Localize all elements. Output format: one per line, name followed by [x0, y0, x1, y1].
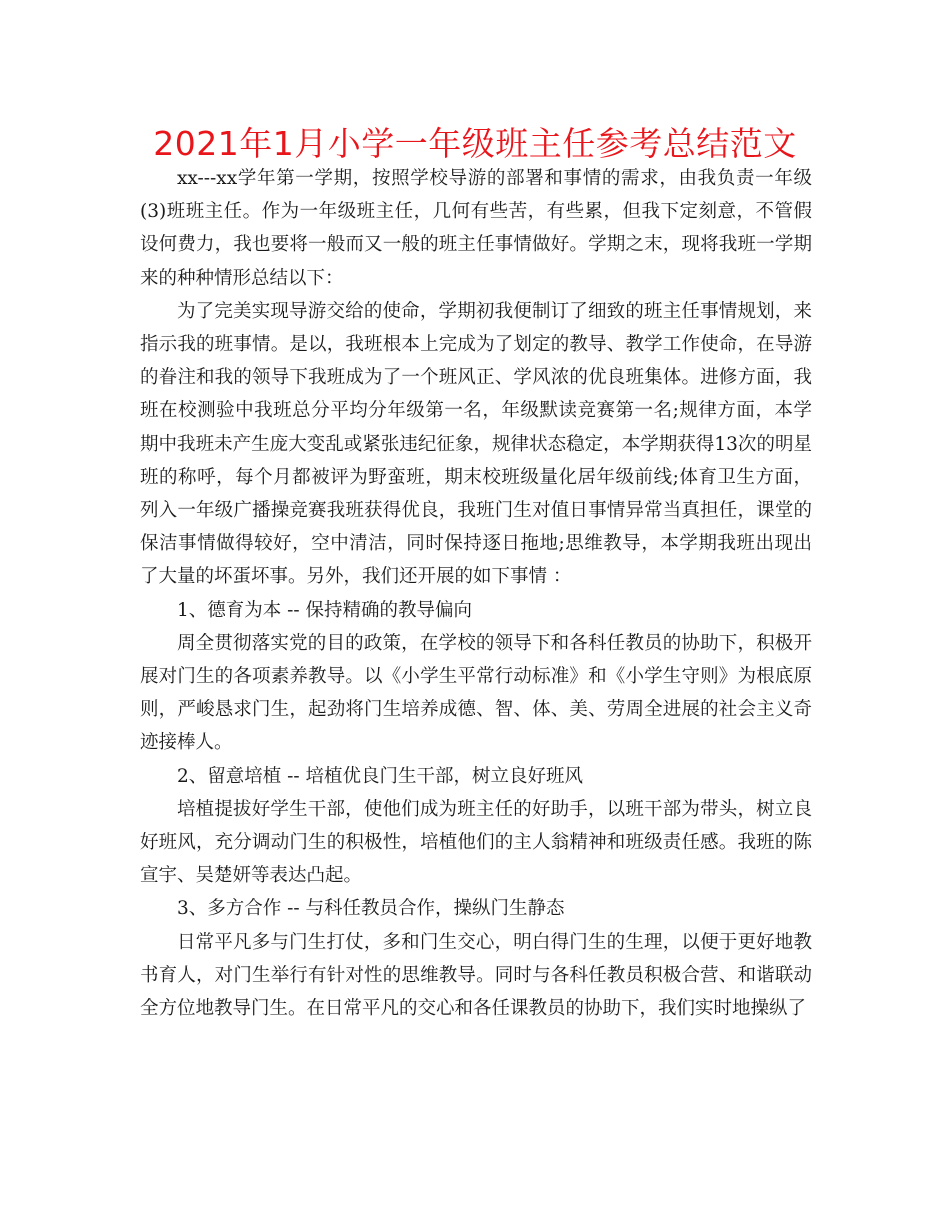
paragraph-section-2: 培植提拔好学生干部，使他们成为班主任的好助手，以班干部为带头，树立良好班风，充分调动门生的积极性，培植他们的主人翁精神和班级责任感。我班的陈宣宇、吴楚妍等表达凸起。 [140, 798, 812, 887]
document-title: 2021年1月小学一年级班主任参考总结范文 [153, 124, 797, 163]
paragraph-overview: 为了完美实现导游交给的使命，学期初我便制订了细致的班主任事情规划，来指示我的班事情。是以，我班根本上完成为了划定的教导、教学工作使命，在导游的眷注和我的领导下我班成为了一个班风正、学风浓的优良班集体。进修方面，我班在校测验中我班总分平均分年级第一名，年级默读竞赛第一名;规律方面，本学期中我班未产生庞大变乱或紧张违纪征象，规律状态稳定，本学期获得13次的明星班的称呼，每个月都被评为野蛮班，期末校班级量化居年级前线;体育卫生方面，列入一年级广播操竞赛我班获得优良，我班门生对值日事情异常当真担任，课堂的保洁事情做得较好，空中清洁，同时保持逐日拖地;思维教导，本学期我班出现出了大量的坏蛋坏事。另外，我们还开展的如下事情 ： [140, 300, 812, 588]
document-body [140, 162, 812, 1025]
paragraph-intro: xx---xx学年第一学期，按照学校导游的部署和事情的需求，由我负责一年级(3)班班主任。作为一年级班主任，几何有些苦，有些累，但我下定刻意，不管假设何费力，我也要将一般而又一般的班主任事情做好。学期之末，现将我班一学期来的种种情形总结以下： [140, 168, 812, 289]
paragraph-section-3: 日常平凡多与门生打仗，多和门生交心，明白得门生的生理，以便于更好地教书育人，对门生举行有针对性的思维教导。同时与各科任教员积极合营、和谐联动全方位地教导门生。在日常平凡的交心和各任课教员的协助下，我们实时地操纵了 [140, 931, 812, 1020]
section-heading-2: 2、留意培植 -- 培植优良门生干部，树立良好班风 [177, 765, 584, 787]
section-heading-3: 3、多方合作 -- 与科任教员合作，操纵门生静态 [177, 898, 565, 920]
section-heading-1: 1、德育为本 -- 保持精确的教导偏向 [177, 599, 473, 621]
paragraph-section-1: 周全贯彻落实党的目的政策，在学校的领导下和各科任教员的协助下，积极开展对门生的各项素养教导。以《小学生平常行动标准》和《小学生守则》为根底原则，严峻恳求门生，起劲将门生培养成德、智、体、美、劳周全进展的社会主义奇迹接棒人。 [140, 632, 812, 754]
